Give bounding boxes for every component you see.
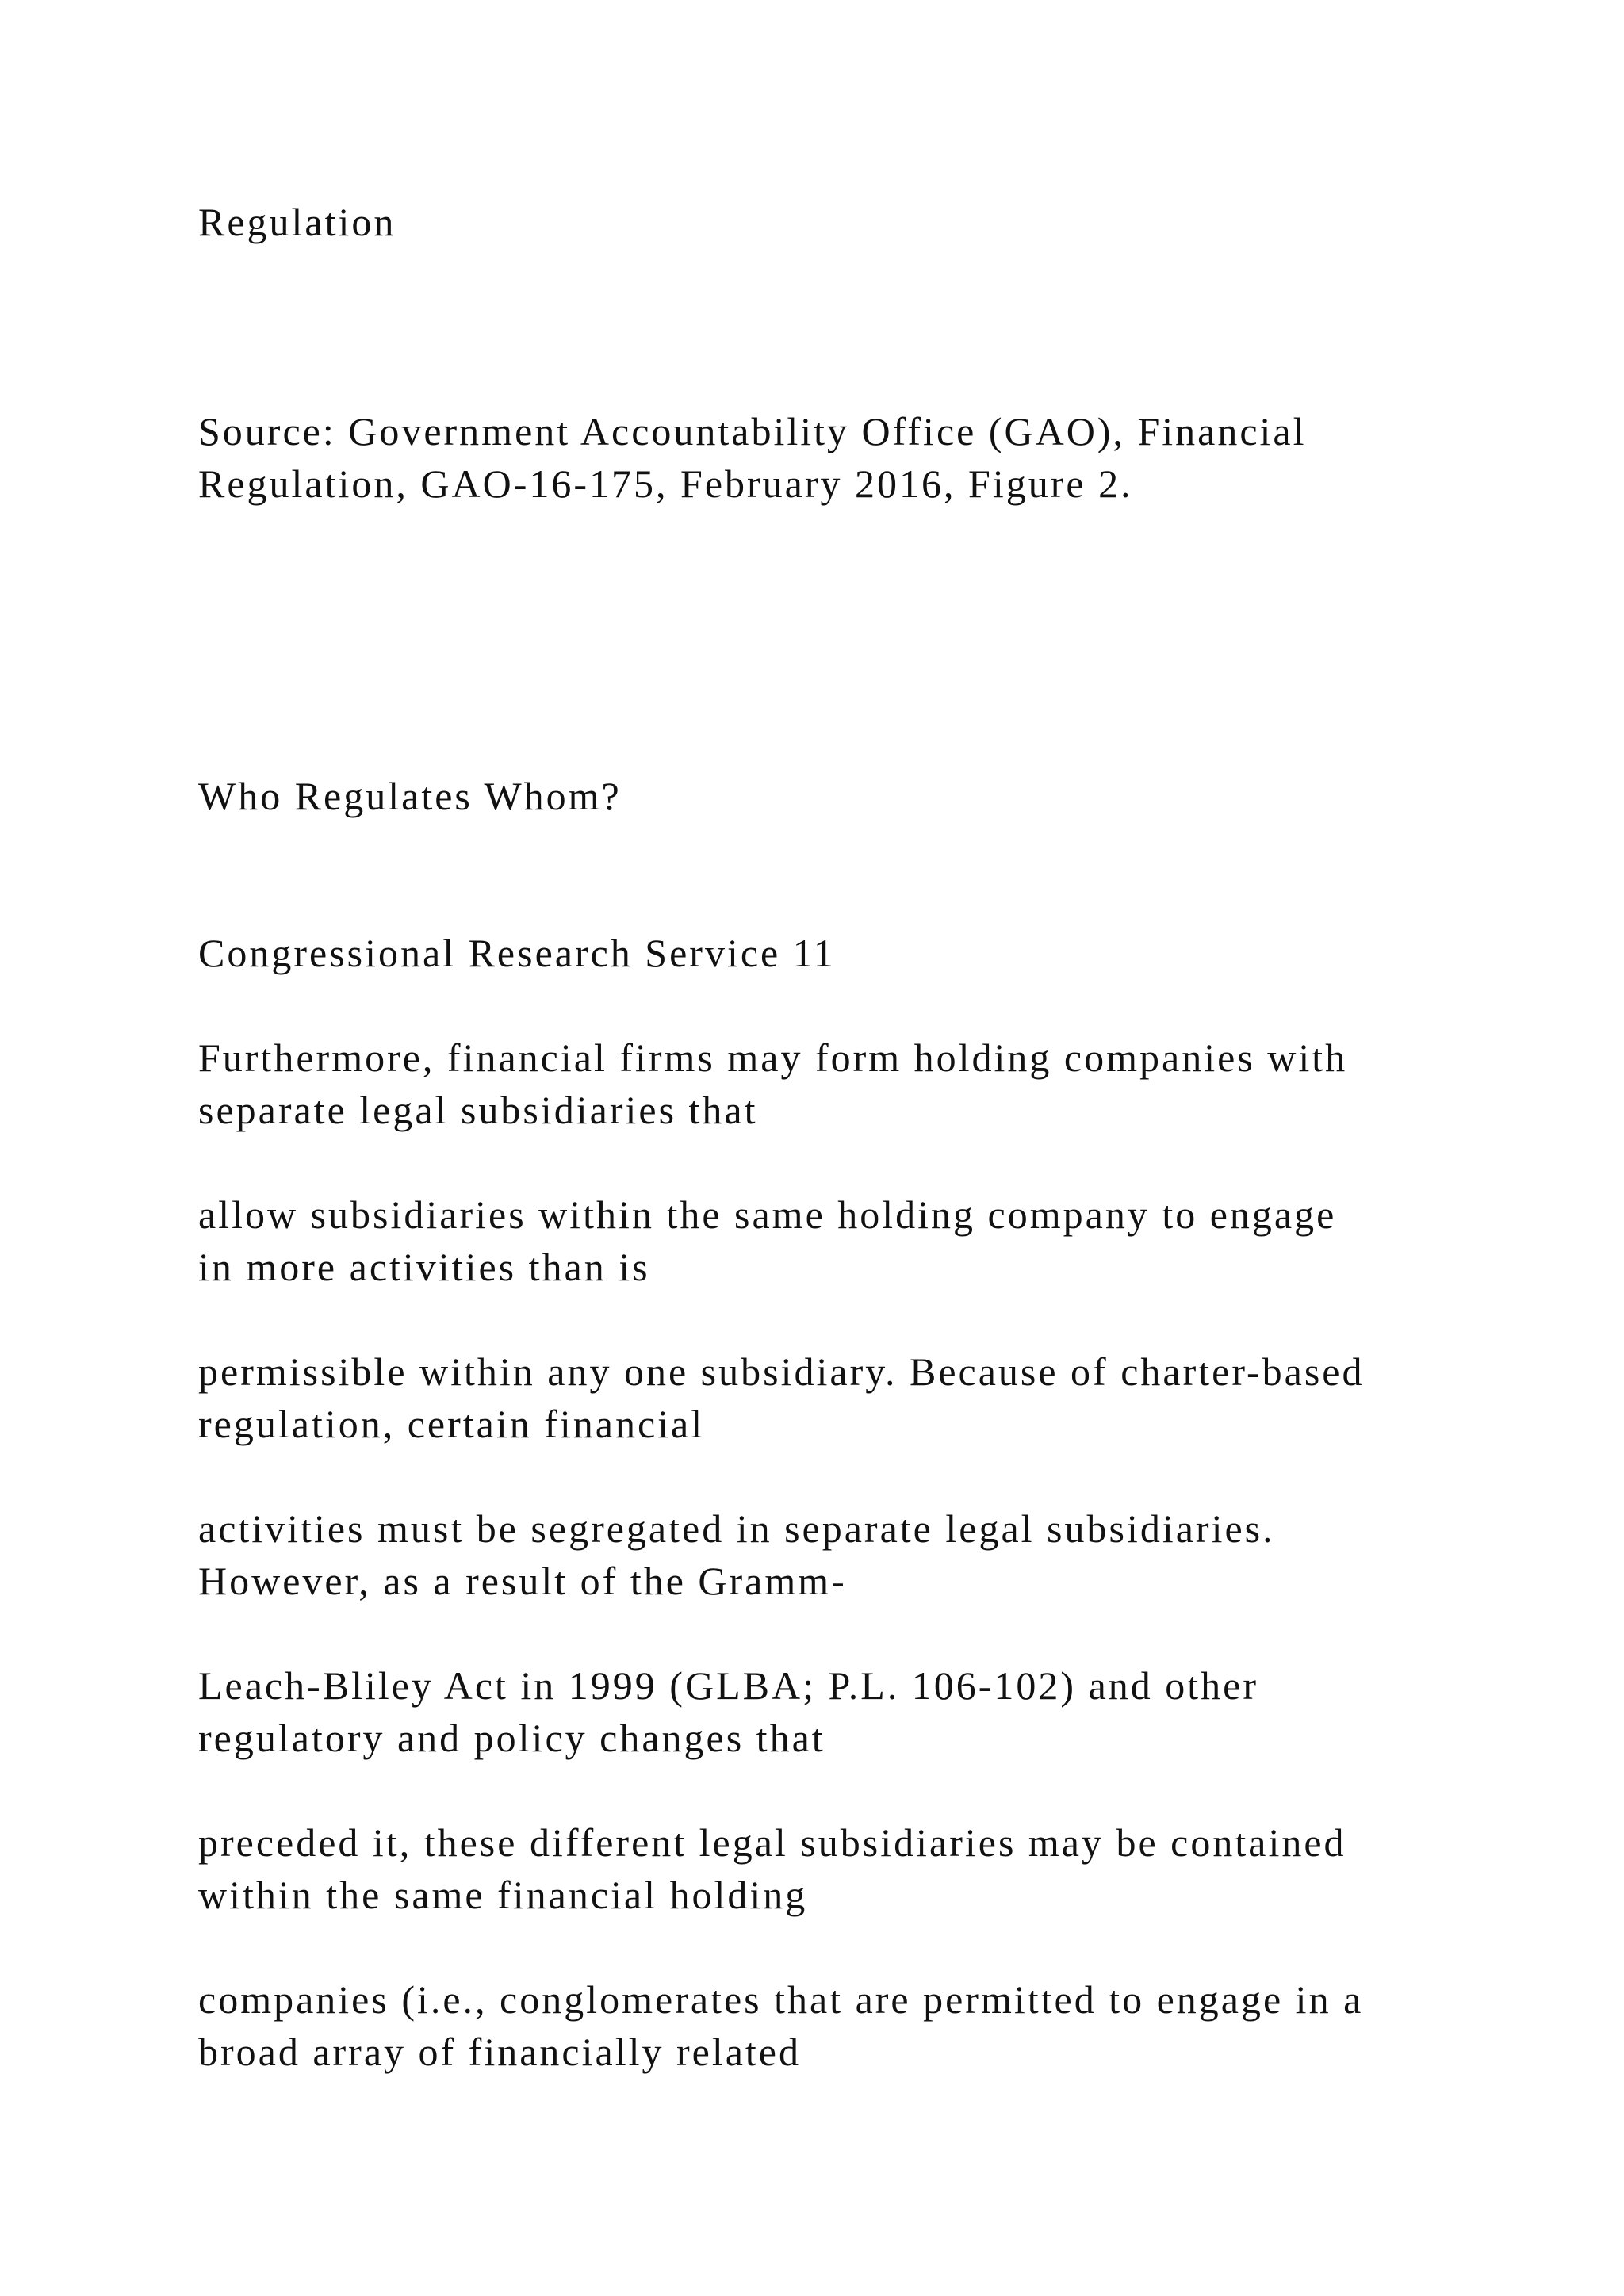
paragraph-3-line-2: regulation, certain financial — [198, 1402, 705, 1446]
paragraph-2-line-1: allow subsidiaries within the same holding company to engage — [198, 1192, 1337, 1237]
paragraph-7-line-2: broad array of financially related — [198, 2030, 801, 2074]
paragraph-5-line-2: regulatory and policy changes that — [198, 1716, 825, 1760]
document-heading: Regulation — [198, 200, 396, 244]
paragraph-4-line-2: However, as a result of the Gramm- — [198, 1559, 847, 1603]
section-title: Who Regulates Whom? — [198, 774, 622, 818]
paragraph-5-line-1: Leach-Bliley Act in 1999 (GLBA; P.L. 106-102) and other — [198, 1663, 1258, 1708]
paragraph-4-line-1: activities must be segregated in separate legal subsidiaries. — [198, 1506, 1275, 1551]
source-line-1: Source: Government Accountability Office (GAO), Financial — [198, 409, 1307, 453]
paragraph-1-line-2: separate legal subsidiaries that — [198, 1088, 758, 1132]
paragraph-7-line-1: companies (i.e., conglomerates that are permitted to engage in a — [198, 1977, 1364, 2022]
paragraph-6-line-2: within the same financial holding — [198, 1873, 808, 1917]
paragraph-2-line-2: in more activities than is — [198, 1245, 650, 1289]
paragraph-3-line-1: permissible within any one subsidiary. Because of charter-based — [198, 1349, 1365, 1394]
source-line-2: Regulation, GAO-16-175, February 2016, Figure 2. — [198, 461, 1133, 506]
paragraph-6-line-1: preceded it, these different legal subsidiaries may be contained — [198, 1820, 1346, 1865]
running-header: Congressional Research Service 11 — [198, 931, 836, 975]
paragraph-1-line-1: Furthermore, financial firms may form holding companies with — [198, 1035, 1348, 1080]
